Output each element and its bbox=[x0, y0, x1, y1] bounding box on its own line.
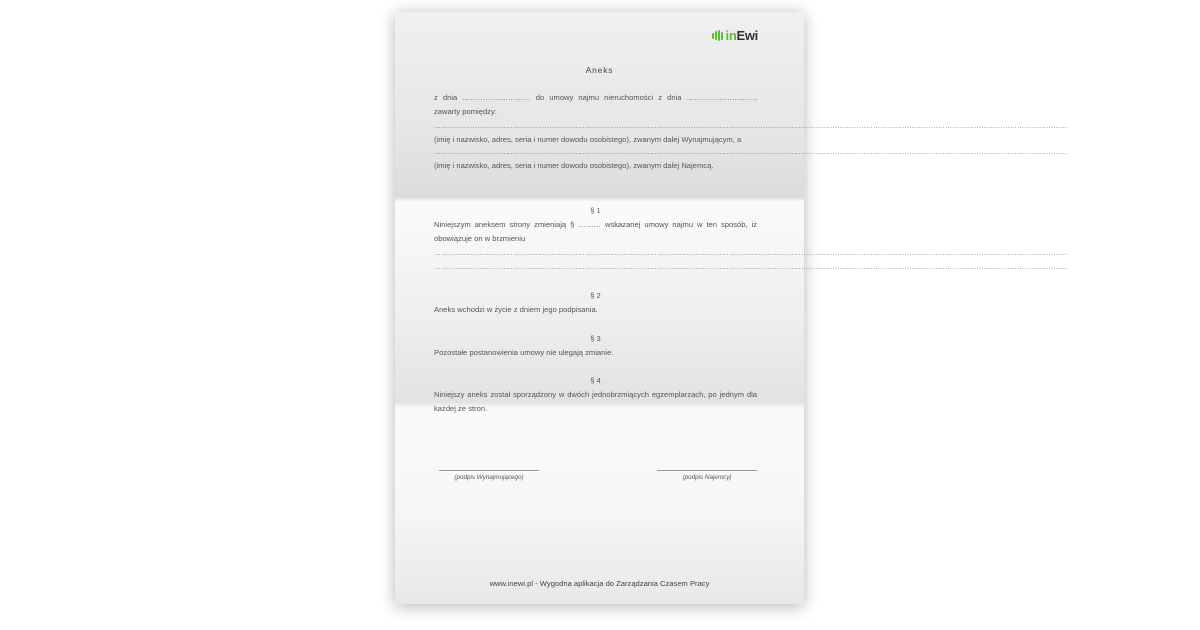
section-1-heading: § 1 bbox=[590, 206, 601, 215]
intro-line-1: z dnia ……………………… do umowy najmu nieruchomości z dnia ………………………, bbox=[434, 93, 757, 102]
section-4-heading: § 4 bbox=[590, 376, 601, 385]
document-title: Aneks bbox=[585, 65, 614, 75]
section-2-heading: § 2 bbox=[590, 291, 601, 300]
section-3-heading: § 3 bbox=[590, 334, 601, 343]
inewi-logo bbox=[712, 28, 758, 43]
logo-bars-icon bbox=[712, 30, 723, 41]
document-page bbox=[395, 12, 1068, 604]
section-4-text-line-2: każdej ze stron. bbox=[434, 404, 488, 413]
logo-text: inEwi bbox=[725, 28, 758, 43]
dotted-line-party-1: ………………………………………………………………………………………………………………………………………………………………………………………………………………………………………… bbox=[434, 123, 1068, 130]
dotted-line-party-2: ………………………………………………………………………………………………………………………………………………………………………………………………………………………………………… bbox=[434, 149, 1068, 156]
signature-tenant: (podpis Najemcy) bbox=[657, 470, 757, 481]
section-3 bbox=[434, 332, 757, 360]
section-2 bbox=[434, 289, 757, 317]
footer-text: www.inewi.pl - Wygodna aplikacja do Zarządzania Czasem Pracy bbox=[489, 579, 710, 588]
section-1 bbox=[434, 204, 1068, 274]
section-2-text: Aneks wchodzi w życie z dniem jego podpisania. bbox=[434, 305, 598, 314]
section-1-dotted-line-1: ………………………………………………………………………………………………………………………………………………………………………………………………………………………………………… bbox=[434, 250, 1068, 257]
section-4 bbox=[434, 374, 757, 416]
section-3-text: Pozostałe postanowienia umowy nie ulegają zmianie. bbox=[434, 348, 614, 357]
section-1-text-line-2: obowiązuje on w brzmieniu bbox=[434, 234, 526, 243]
intro-block bbox=[434, 91, 1068, 173]
section-4-text-line-1: Niniejszy aneks został sporządzony w dwóch jednobrzmiących egzemplarzach, po jednym dla bbox=[434, 390, 757, 399]
intro-line-2: zawarty pomiędzy: bbox=[434, 107, 497, 116]
section-1-dotted-line-2: ………………………………………………………………………………………………………………………………………………………………………………………………………………………………………… bbox=[434, 264, 1068, 271]
party-2-description: (imię i nazwisko, adres, seria i numer dowodu osobistego), zwanym dalej Najemcą. bbox=[434, 161, 714, 170]
party-1-description: (imię i nazwisko, adres, seria i numer dowodu osobistego), zwanym dalej Wynajmującym, a bbox=[434, 135, 742, 144]
section-1-text-line-1: Niniejszym aneksem strony zmieniają § ……… wskazanej umowy najmu w ten sposób, iż bbox=[434, 220, 757, 229]
signature-landlord: (podpis Wynajmującego) bbox=[439, 470, 539, 481]
